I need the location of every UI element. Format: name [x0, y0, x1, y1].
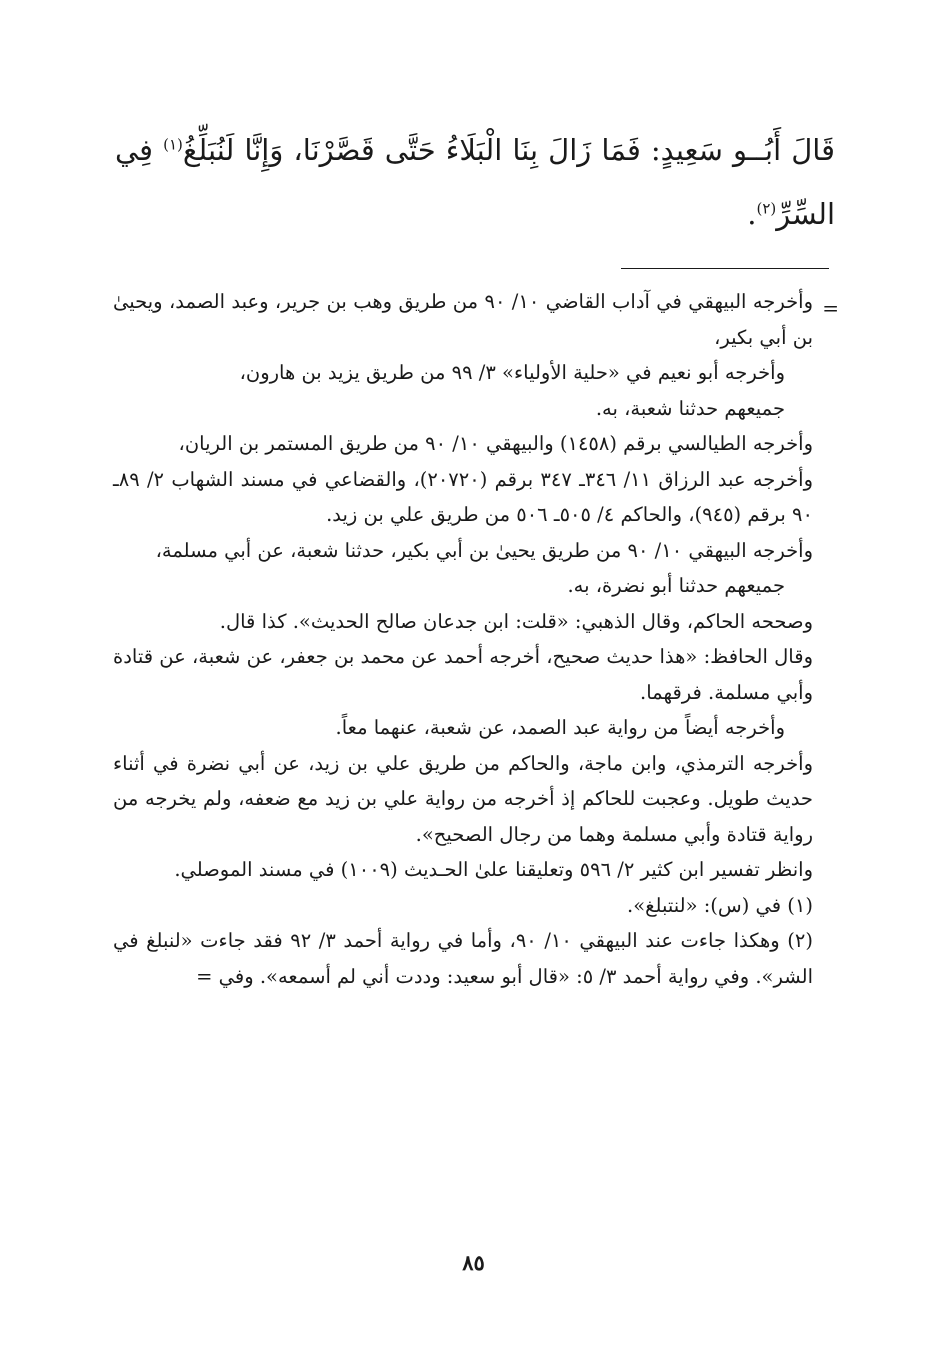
- footnote-line: وأخرجه الطيالسي برقم (١٤٥٨) والبيهقي ١٠/ ٩٠ من طريق المستمر بن الريان،: [178, 432, 813, 455]
- footnotes: [113, 284, 813, 994]
- footnote-separator: [621, 268, 829, 269]
- hadith-text-part1: قَالَ أَبُــو سَعِيدٍ: فَمَا زَالَ بِنَا الْبَلَاءُ حَتَّى قَصَّرْنَا، وَإِنَّا لَنُبَلِّغُ: [182, 133, 835, 167]
- footnote-line: جميعهم حدثنا شعبة، به.: [595, 396, 785, 420]
- footnote-1: (١) في (س): «لنتبلغ».: [627, 893, 813, 917]
- footnote-line: وأخرجه أيضاً من رواية عبد الصمد، عن شعبة، عنهما معاً.: [335, 716, 785, 739]
- footnote-line: وأخرجه البيهقي ١٠/ ٩٠ من طريق يحيىٰ بن أبي بكير، حدثنا شعبة، عن أبي مسلمة،: [155, 538, 813, 562]
- footnote-line: وقال الحافظ: «هذا حديث صحيح، أخرجه أحمد عن محمد بن جعفر، عن شعبة، عن قتادة وأبي مسلمة. فرقهما.: [113, 645, 813, 704]
- footnote-line: وأخرجه عبد الرزاق ١١/ ٣٤٦ـ ٣٤٧ برقم (٢٠٧٢٠)، والقضاعي في مسند الشهاب ٢/ ٨٩ـ ٩٠ برقم (٩٤٥)، والحاكم ٤/ ٥٠٥ـ ٥٠٦ من طريق علي بن زيد.: [113, 467, 813, 526]
- continuation-mark: =: [822, 296, 839, 320]
- footnote-line: وصححه الحاكم، وقال الذهبي: «قلت: ابن جدعان صالح الحديث». كذا قال.: [219, 609, 813, 633]
- footnote-ref-1: (١): [163, 135, 183, 154]
- footnote-line: وأخرجه البيهقي في آداب القاضي ١٠/ ٩٠ من طريق وهب بن جرير، وعبد الصمد، ويحيىٰ بن أبي بكير،: [113, 290, 814, 349]
- hadith-text: [115, 118, 835, 246]
- hadith-text-part2: فِي السِّرِّ: [115, 133, 835, 231]
- footnote-line: وانظر تفسير ابن كثير ٢/ ٥٩٦ وتعليقنا علىٰ الحـديث (١٠٠٩) في مسند الموصلي.: [174, 858, 813, 881]
- hadith-text-part3: .: [747, 197, 757, 231]
- page-number: ٨٥: [462, 1250, 485, 1275]
- footnote-line: جميعهم حدثنا أبو نضرة، به.: [567, 574, 785, 597]
- footnote-ref-2: (٢): [756, 199, 777, 218]
- footnote-2: (٢) وهكذا جاءت عند البيهقي ١٠/ ٩٠، وأما في رواية أحمد ٣/ ٩٢ فقد جاءت «لنبلغ في الشر». وفي رواية أحمد ٣/ ٥: «قال أبو سعيد: وددت أني لم أسمعه». وفي =: [113, 929, 813, 988]
- footnote-line: وأخرجه أبو نعيم في «حلية الأولياء» ٣/ ٩٩ من طريق يزيد بن هارون،: [239, 361, 785, 384]
- footnote-line: وأخرجه الترمذي، وابن ماجة، والحاكم من طريق علي بن زيد، عن أبي نضرة في أثناء حديث طويل. وعجبت للحاكم إذ أخرجه من رواية علي بن زيد مع ضعفه، ولم يخرجه من رواية قتادة وأبي مسلمة وهما من رجال الصحيح».: [113, 751, 813, 846]
